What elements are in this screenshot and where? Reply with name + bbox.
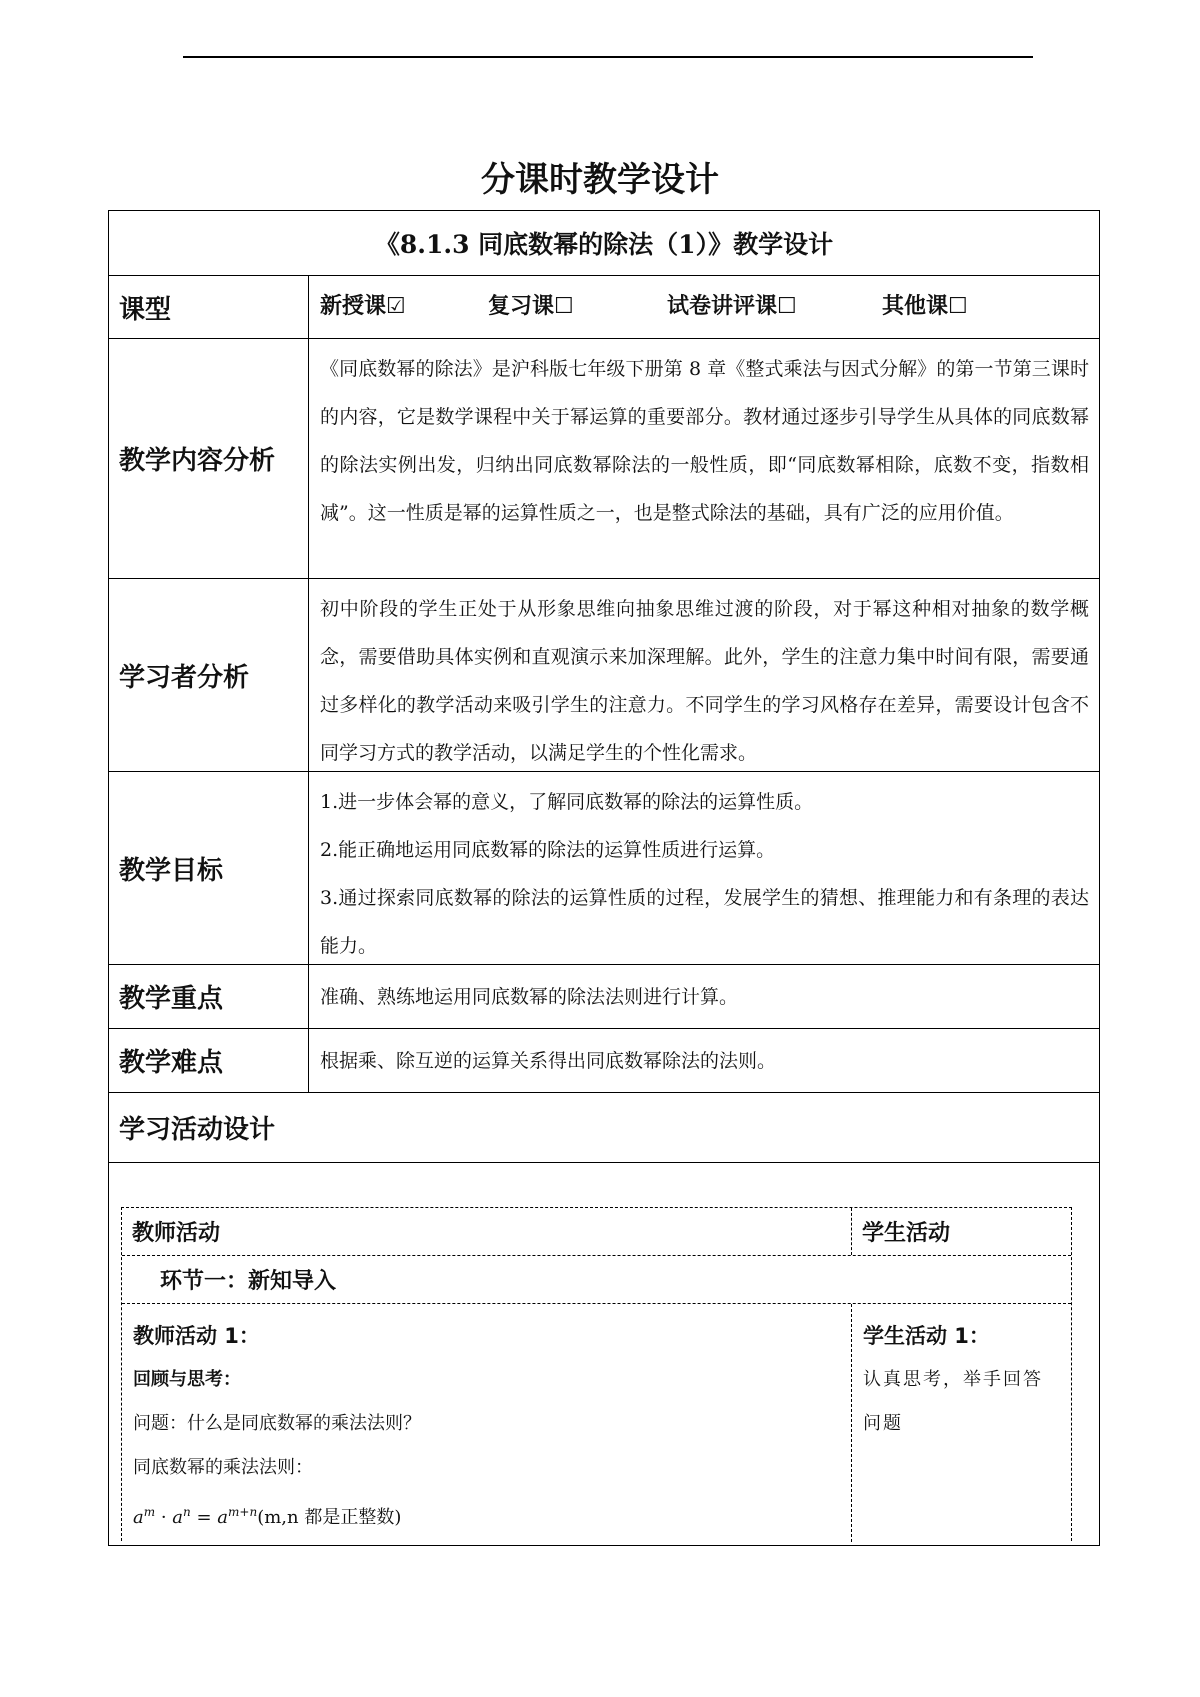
lesson-type-label: 课型 [109, 276, 309, 338]
activity-content-row [122, 1304, 1071, 1542]
objectives-label: 教学目标 [109, 772, 309, 964]
student-activity-body [852, 1304, 1071, 1446]
rule-label: 同底数幂的乘法法则： [133, 1457, 313, 1478]
objective-item: 2.能正确地运用同底数幂的除法的运算性质进行运算。 [320, 839, 776, 861]
objective-item: 3.通过探索同底数幂的除法的运算性质的过程，发展学生的猜想、推理能力和有条理的表达能力。 [320, 887, 1089, 957]
student-activity-header: 学生活动 [862, 1221, 951, 1246]
difficulties-label: 教学难点 [109, 1029, 309, 1092]
objective-item: 1.进一步体会幂的意义，了解同底数幂的除法的运算性质。 [320, 791, 814, 813]
activity-design-label: 学习活动设计 [119, 1115, 276, 1145]
option-new-lesson[interactable]: 新授课☑ [320, 294, 406, 319]
objectives-row [109, 772, 1099, 965]
lesson-type-options [309, 276, 1099, 338]
student-activity-title: 学生活动 1： [863, 1324, 990, 1348]
review-subhead: 回顾与思考： [133, 1369, 241, 1390]
learner-analysis-label: 学习者分析 [109, 579, 309, 771]
document-title: 分课时教学设计 [481, 160, 719, 200]
key-points-text: 准确、熟练地运用同底数幂的除法法则进行计算。 [320, 985, 739, 1008]
content-analysis-label: 教学内容分析 [109, 339, 309, 578]
subtitle-row [109, 211, 1099, 276]
student-activity-text: 认真思考，举手回答问题 [863, 1369, 1043, 1434]
learner-analysis-text [309, 579, 1099, 771]
learner-analysis-paragraph: 初中阶段的学生正处于从形象思维向抽象思维过渡的阶段，对于幂这种相对抽象的数学概念，需要借助具体实例和直观演示来加深理解。此外，学生的注意力集中时间有限，需要通过多样化的教学活动来吸引学生的注意力。不同学生的学习风格存在差异，需要设计包含不同学习方式的教学活动，以满足学生的个性化需求。 [320, 598, 1089, 764]
stage-label: 环节一：新知导入 [160, 1269, 337, 1294]
difficulties-row [109, 1029, 1099, 1093]
stage-row [122, 1256, 1071, 1304]
difficulties-text: 根据乘、除互逆的运算关系得出同底数幂除法的法则。 [320, 1049, 777, 1072]
objectives-list [309, 772, 1099, 964]
header-rule [183, 56, 1033, 58]
option-other-lesson[interactable]: 其他课☐ [882, 294, 968, 319]
activity-header-row [122, 1208, 1071, 1256]
learner-analysis-row [109, 579, 1099, 772]
activity-area [109, 1163, 1099, 1547]
content-analysis-paragraph: 《同底数幂的除法》是沪科版七年级下册第 8 章《整式乘法与因式分解》的第一节第三课时的内容，它是数学课程中关于幂运算的重要部分。教材通过逐步引导学生从具体的同底数幂的除法实例出发，归纳出同底数幂除法的一般性质，即“同底数幂相除，底数不变，指数相减”。这一性质是幂的运算性质之一，也是整式除法的基础，具有广泛的应用价值。 [320, 358, 1089, 524]
multiplication-rule-formula: $a^m \cdot a^n = a^{m+n}(m,n$ 都是正整数) [133, 1505, 402, 1528]
key-points-label: 教学重点 [109, 965, 309, 1028]
option-review-lesson[interactable]: 复习课☐ [488, 294, 574, 319]
lesson-design-table [108, 210, 1100, 1546]
activity-design-row [109, 1093, 1099, 1163]
content-analysis-text [309, 339, 1099, 578]
teacher-activity-title: 教师活动 1： [133, 1324, 260, 1348]
teacher-activity-body [122, 1304, 851, 1540]
content-analysis-row [109, 339, 1099, 579]
lesson-subtitle: 《8.1.3 同底数幂的除法（1）》教学设计 [374, 230, 834, 259]
option-exam-review-lesson[interactable]: 试卷讲评课☐ [667, 294, 797, 319]
lesson-type-row [109, 276, 1099, 339]
teacher-activity-header: 教师活动 [132, 1221, 221, 1246]
activity-table [121, 1207, 1072, 1541]
key-points-row [109, 965, 1099, 1029]
review-question: 问题：什么是同底数幂的乘法法则？ [133, 1413, 421, 1434]
